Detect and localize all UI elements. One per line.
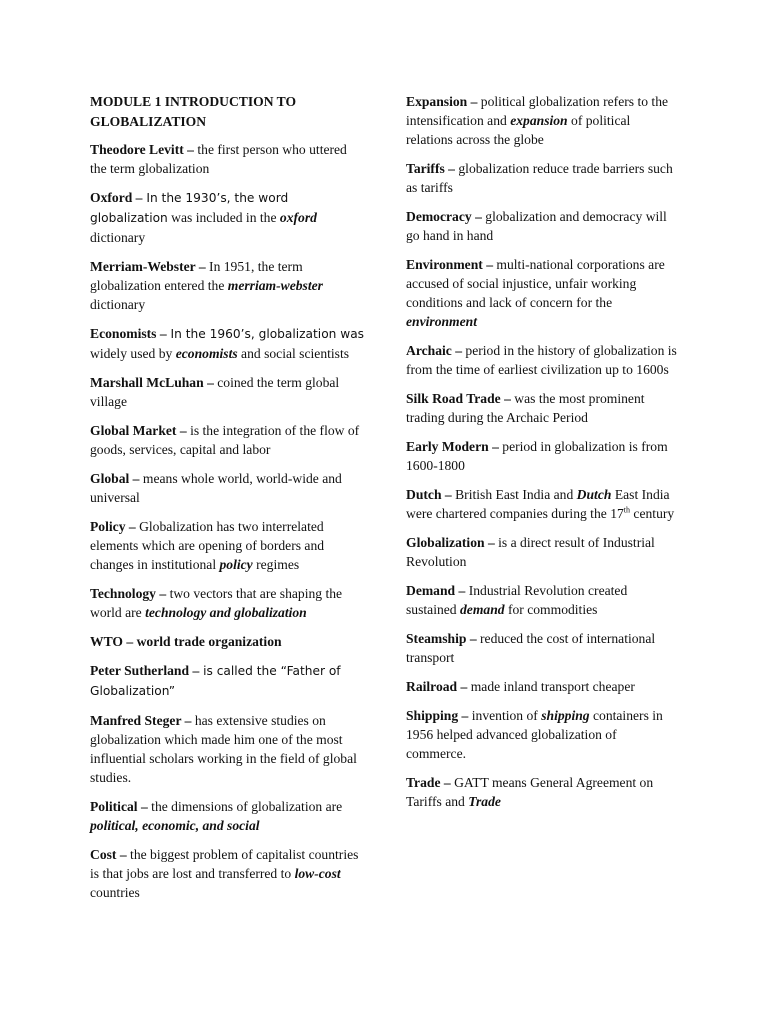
entry-text: is a direct result of Industrial Revolution	[406, 535, 655, 569]
glossary-entry-cost	[90, 845, 365, 902]
entry-text: for commodities	[504, 602, 598, 617]
entry-text: and social scientists	[237, 346, 350, 361]
entry-emphasis: technology and globalization	[145, 605, 307, 620]
entry-term: Railroad –	[406, 679, 468, 694]
entry-text: In the 1930’s, the word globalization	[90, 191, 289, 225]
glossary-entry-railroad	[406, 677, 678, 696]
glossary-entry-trade	[406, 773, 678, 811]
entry-term: WTO – world trade organization	[90, 634, 282, 649]
entry-text: is the integration of the flow of goods, services, capital and labor	[90, 423, 360, 457]
entry-text: containers in 1956 helped advanced globalization of commerce.	[406, 708, 663, 761]
entry-term: Archaic –	[406, 343, 463, 358]
entry-text: was included in the	[167, 210, 280, 225]
entry-term: Tariffs –	[406, 161, 455, 176]
entry-text: two vectors that are shaping the world are	[90, 586, 343, 620]
glossary-entry-early-modern	[406, 437, 678, 475]
glossary-entry-steamship	[406, 629, 678, 667]
glossary-entry-tariffs	[406, 159, 678, 197]
entry-term: Economists –	[90, 326, 167, 341]
entry-emphasis: expansion	[510, 113, 568, 128]
glossary-entry-levitt	[90, 140, 365, 178]
entry-text: Globalization has two interrelated elements which are opening of borders and changes in institutional	[90, 519, 325, 572]
glossary-entry-policy	[90, 517, 365, 574]
entry-emphasis: economists	[175, 346, 238, 361]
glossary-entry-dutch	[406, 485, 678, 523]
entry-term: Political –	[90, 799, 148, 814]
glossary-entry-sutherland	[90, 661, 365, 701]
entry-term: Environment –	[406, 257, 493, 272]
glossary-entry-economists	[90, 324, 365, 363]
entry-text: the first person who uttered the term globalization	[90, 142, 347, 176]
entry-term: Marshall McLuhan –	[90, 375, 214, 390]
entry-text: reduced the cost of international transport	[406, 631, 656, 665]
entry-emphasis: environment	[406, 314, 477, 329]
entry-text: coined the term global village	[90, 375, 340, 409]
entry-text: is called the “Father of Globalization”	[90, 664, 341, 698]
entry-term: Globalization –	[406, 535, 495, 550]
entry-text: British East India and	[451, 487, 577, 502]
glossary-entry-political	[90, 797, 365, 835]
glossary-entry-archaic	[406, 341, 678, 379]
entry-term: Shipping –	[406, 708, 469, 723]
entry-text: Industrial Revolution created sustained	[406, 583, 628, 617]
entry-text: made inland transport cheaper	[467, 679, 635, 694]
entry-term: Global –	[90, 471, 140, 486]
glossary-entry-shipping	[406, 706, 678, 763]
entry-text: the biggest problem of capitalist countries is that jobs are lost and transferred to	[90, 847, 359, 881]
entry-emphasis: Dutch	[576, 487, 612, 502]
glossary-entry-global-market	[90, 421, 365, 459]
entry-text: widely used by	[90, 346, 176, 361]
glossary-entry-environment	[406, 255, 678, 331]
entry-text: multi-national corporations are accused of social injustice, unfair working conditions and lack of concern for the	[406, 257, 665, 310]
entry-text: means whole world, world-wide and universal	[90, 471, 342, 505]
entry-text: globalization and democracy will go hand in hand	[406, 209, 667, 243]
entry-emphasis: demand	[460, 602, 505, 617]
entry-text: invention of	[468, 708, 542, 723]
entry-text: has extensive studies on globalization which made him one of the most influential scholars working in the field of global studies.	[90, 713, 357, 785]
entry-text: In the 1960’s, globalization was	[166, 327, 365, 341]
entry-term: Technology –	[90, 586, 167, 601]
entry-emphasis: political, economic, and social	[90, 818, 260, 833]
entry-text: of political relations across the globe	[406, 113, 631, 147]
entry-text: In 1951, the term globalization entered the	[90, 259, 303, 293]
entry-text: East India were chartered companies during the 17	[406, 487, 670, 521]
entry-emphasis: merriam-webster	[227, 278, 323, 293]
entry-text: regimes	[252, 557, 300, 572]
entry-term: Policy –	[90, 519, 136, 534]
glossary-entry-globalization	[406, 533, 678, 571]
glossary-entry-demand	[406, 581, 678, 619]
entry-term: Global Market –	[90, 423, 187, 438]
glossary-entry-expansion	[406, 92, 678, 149]
entry-text: th	[623, 505, 631, 515]
entry-term: Early Modern –	[406, 439, 499, 454]
entry-text: period in globalization is from 1600-1800	[406, 439, 668, 473]
entry-term: Steamship –	[406, 631, 477, 646]
glossary-entry-merriam	[90, 257, 365, 314]
entry-term: Theodore Levitt –	[90, 142, 194, 157]
entry-emphasis: policy	[219, 557, 253, 572]
entry-term: Peter Sutherland –	[90, 663, 200, 678]
entry-text: political globalization refers to the intensification and	[406, 94, 669, 128]
glossary-entry-technology	[90, 584, 365, 622]
entry-emphasis: low-cost	[294, 866, 341, 881]
entry-term: Merriam-Webster –	[90, 259, 206, 274]
entry-term: Manfred Steger –	[90, 713, 192, 728]
document-title: MODULE 1 INTRODUCTION TO GLOBALIZATION	[90, 94, 297, 129]
entry-term: Expansion –	[406, 94, 478, 109]
glossary-entry-steger	[90, 711, 365, 787]
entry-term: Demand –	[406, 583, 466, 598]
entry-text: countries	[90, 885, 140, 900]
entry-emphasis: oxford	[279, 210, 317, 225]
entry-text: globalization reduce trade barriers such as tariffs	[406, 161, 673, 195]
right-column	[406, 92, 678, 821]
glossary-entry-silk-road	[406, 389, 678, 427]
entry-text: was the most prominent trading during the Archaic Period	[406, 391, 645, 425]
entry-text: the dimensions of globalization are	[147, 799, 343, 814]
entry-term: Trade –	[406, 775, 451, 790]
entry-text: dictionary	[90, 230, 146, 245]
entry-term: Dutch –	[406, 487, 452, 502]
entry-term: Cost –	[90, 847, 127, 862]
entry-emphasis: Trade	[468, 794, 501, 809]
glossary-entry-mcluhan	[90, 373, 365, 411]
glossary-entry-oxford	[90, 188, 365, 247]
glossary-entry-democracy	[406, 207, 678, 245]
entry-text: GATT means General Agreement on Tariffs and	[406, 775, 654, 809]
entry-text: century	[630, 506, 675, 521]
entry-text: dictionary	[90, 297, 146, 312]
glossary-entry-wto	[90, 632, 365, 651]
entry-term: Silk Road Trade –	[406, 391, 511, 406]
entry-term: Oxford –	[90, 190, 143, 205]
glossary-entry-global	[90, 469, 365, 507]
entry-emphasis: shipping	[541, 708, 590, 723]
entry-text: period in the history of globalization is from the time of earliest civilization up to 1600s	[406, 343, 677, 377]
left-column	[90, 92, 365, 912]
entry-term: Democracy –	[406, 209, 482, 224]
